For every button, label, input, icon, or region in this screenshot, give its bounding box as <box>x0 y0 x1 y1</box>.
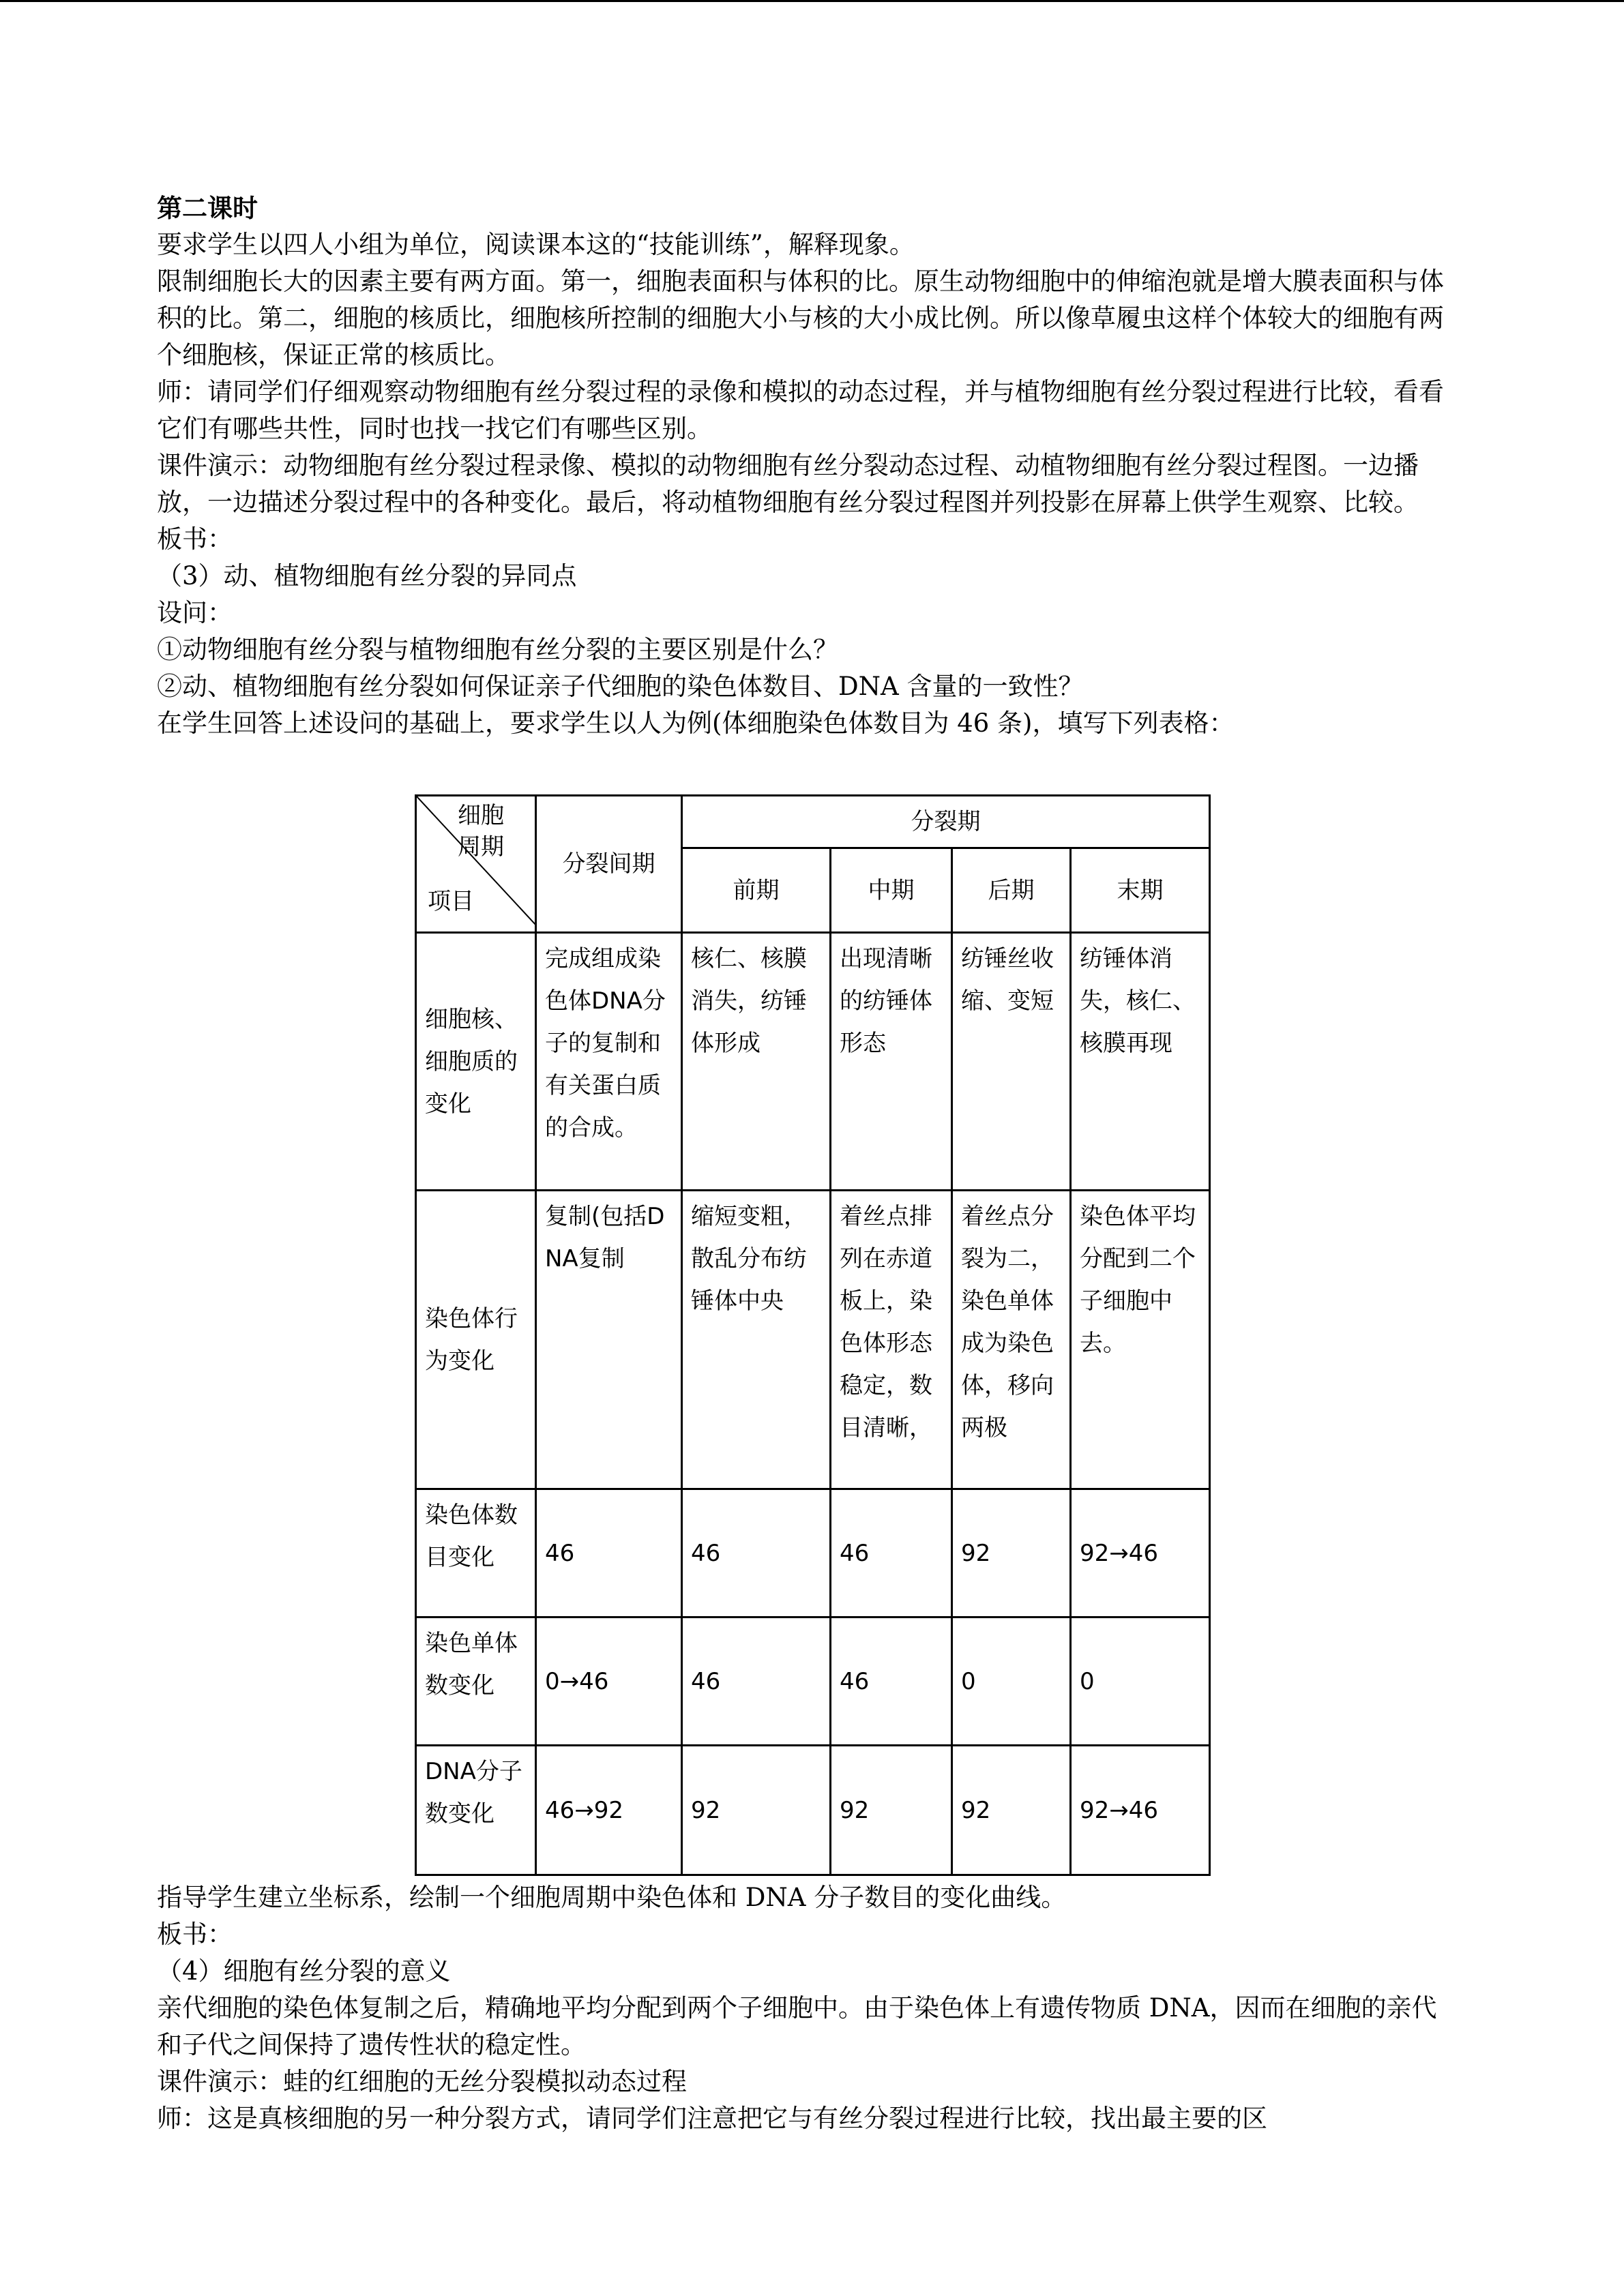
row-label: 染色体行为变化 <box>416 1191 536 1489</box>
paragraph: 亲代细胞的染色体复制之后，精确地平均分配到两个子细胞中。由于染色体上有遗传物质 DNA，因而在细胞的亲代和子代之间保持了遗传性状的稳定性。 <box>157 1993 1437 2059</box>
row-label: 细胞核、细胞质的变化 <box>416 933 536 1191</box>
cell-cycle-table-wrapper <box>415 794 1209 1868</box>
row-label: 染色体数目变化 <box>416 1489 536 1617</box>
paragraph: （3）动、植物细胞有丝分裂的异同点 <box>157 561 577 591</box>
paragraph: （4）细胞有丝分裂的意义 <box>157 1956 451 1986</box>
paragraph: 师：这是真核细胞的另一种分裂方式，请同学们注意把它与有丝分裂过程进行比较，找出最主要的区 <box>157 2104 1267 2133</box>
table-cell: 0 <box>952 1617 1071 1746</box>
paragraph: 设问： <box>157 598 233 627</box>
table-cell: 92 <box>952 1746 1071 1875</box>
table-cell: 92 <box>682 1746 831 1875</box>
header-metaphase: 中期 <box>831 848 952 933</box>
table-cell: 46 <box>682 1489 831 1617</box>
header-telophase: 末期 <box>1071 848 1210 933</box>
table-cell: 纺锤体消失，核仁、核膜再现 <box>1071 933 1210 1191</box>
table-cell: 着丝点排列在赤道板上，染色体形态稳定，数目清晰， <box>831 1191 952 1489</box>
table-cell: 46→92 <box>536 1746 682 1875</box>
corner-label-item: 项目 <box>428 888 474 915</box>
table-cell: 46 <box>831 1489 952 1617</box>
header-division-phase: 分裂期 <box>682 796 1210 848</box>
row-label: 染色单体数变化 <box>416 1617 536 1746</box>
table-corner-header <box>416 796 536 933</box>
table-cell: 0→46 <box>536 1617 682 1746</box>
table-row <box>416 1191 1210 1489</box>
header-interphase: 分裂间期 <box>536 796 682 933</box>
table-row <box>416 1617 1210 1746</box>
header-prophase: 前期 <box>682 848 831 933</box>
row-label: DNA分子数变化 <box>416 1746 536 1875</box>
document-body-top <box>157 190 1453 742</box>
table-cell: 46 <box>536 1489 682 1617</box>
table-row <box>416 1746 1210 1875</box>
paragraph: ①动物细胞有丝分裂与植物细胞有丝分裂的主要区别是什么？ <box>157 635 838 664</box>
table-cell: 复制(包括DNA复制 <box>536 1191 682 1489</box>
table-cell: 着丝点分裂为二，染色单体成为染色体，移向两极 <box>952 1191 1071 1489</box>
table-cell: 纺锤丝收缩、变短 <box>952 933 1071 1191</box>
table-cell: 92 <box>952 1489 1071 1617</box>
table-row <box>416 1489 1210 1617</box>
table-cell: 染色体平均分配到二个子细胞中去。 <box>1071 1191 1210 1489</box>
cell-cycle-table <box>415 794 1211 1876</box>
document-body-bottom <box>157 1879 1453 2137</box>
paragraph: 限制细胞长大的因素主要有两方面。第一，细胞表面积与体积的比。原生动物细胞中的伸缩泡就是增大膜表面积与体积的比。第二，细胞的核质比，细胞核所控制的细胞大小与核的大小成比例。所以像草履虫这样个体较大的细胞有两个细胞核，保证正常的核质比。 <box>157 267 1444 370</box>
paragraph: 要求学生以四人小组为单位，阅读课本这的“技能训练”，解释现象。 <box>157 230 915 259</box>
paragraph: 板书： <box>157 524 233 554</box>
table-row <box>416 933 1210 1191</box>
corner-label-period: 周期 <box>458 833 504 861</box>
section-title: 第二课时 <box>157 193 258 223</box>
table-cell: 核仁、核膜消失，纺锤体形成 <box>682 933 831 1191</box>
paragraph: 在学生回答上述设问的基础上，要求学生以人为例(体细胞染色体数目为 46 条)，填写下列表格： <box>157 709 1235 738</box>
paragraph: 师：请同学们仔细观察动物细胞有丝分裂过程的录像和模拟的动态过程，并与植物细胞有丝分裂过程进行比较，看看它们有哪些共性，同时也找一找它们有哪些区别。 <box>157 377 1444 443</box>
paragraph: 课件演示：蛙的红细胞的无丝分裂模拟动态过程 <box>157 2067 687 2096</box>
top-border-line <box>0 0 1624 2</box>
table-cell: 46 <box>682 1617 831 1746</box>
table-cell: 0 <box>1071 1617 1210 1746</box>
header-anaphase: 后期 <box>952 848 1071 933</box>
table-cell: 92 <box>831 1746 952 1875</box>
table-cell: 92→46 <box>1071 1746 1210 1875</box>
paragraph: 课件演示：动物细胞有丝分裂过程录像、模拟的动物细胞有丝分裂动态过程、动植物细胞有丝分裂过程图。一边播放，一边描述分裂过程中的各种变化。最后，将动植物细胞有丝分裂过程图并列投影在屏幕上供学生观察、比较。 <box>157 451 1419 517</box>
paragraph: 板书： <box>157 1920 233 1949</box>
table-cell: 缩短变粗，散乱分布纺锤体中央 <box>682 1191 831 1489</box>
table-cell: 46 <box>831 1617 952 1746</box>
paragraph: ②动、植物细胞有丝分裂如何保证亲子代细胞的染色体数目、DNA 含量的一致性？ <box>157 672 1084 701</box>
corner-label-cell: 细胞 <box>458 802 504 829</box>
table-cell: 92→46 <box>1071 1489 1210 1617</box>
table-cell: 出现清晰的纺锤体形态 <box>831 933 952 1191</box>
paragraph: 指导学生建立坐标系，绘制一个细胞周期中染色体和 DNA 分子数目的变化曲线。 <box>157 1883 1067 1912</box>
table-cell: 完成组成染色体DNA分子的复制和有关蛋白质的合成。 <box>536 933 682 1191</box>
